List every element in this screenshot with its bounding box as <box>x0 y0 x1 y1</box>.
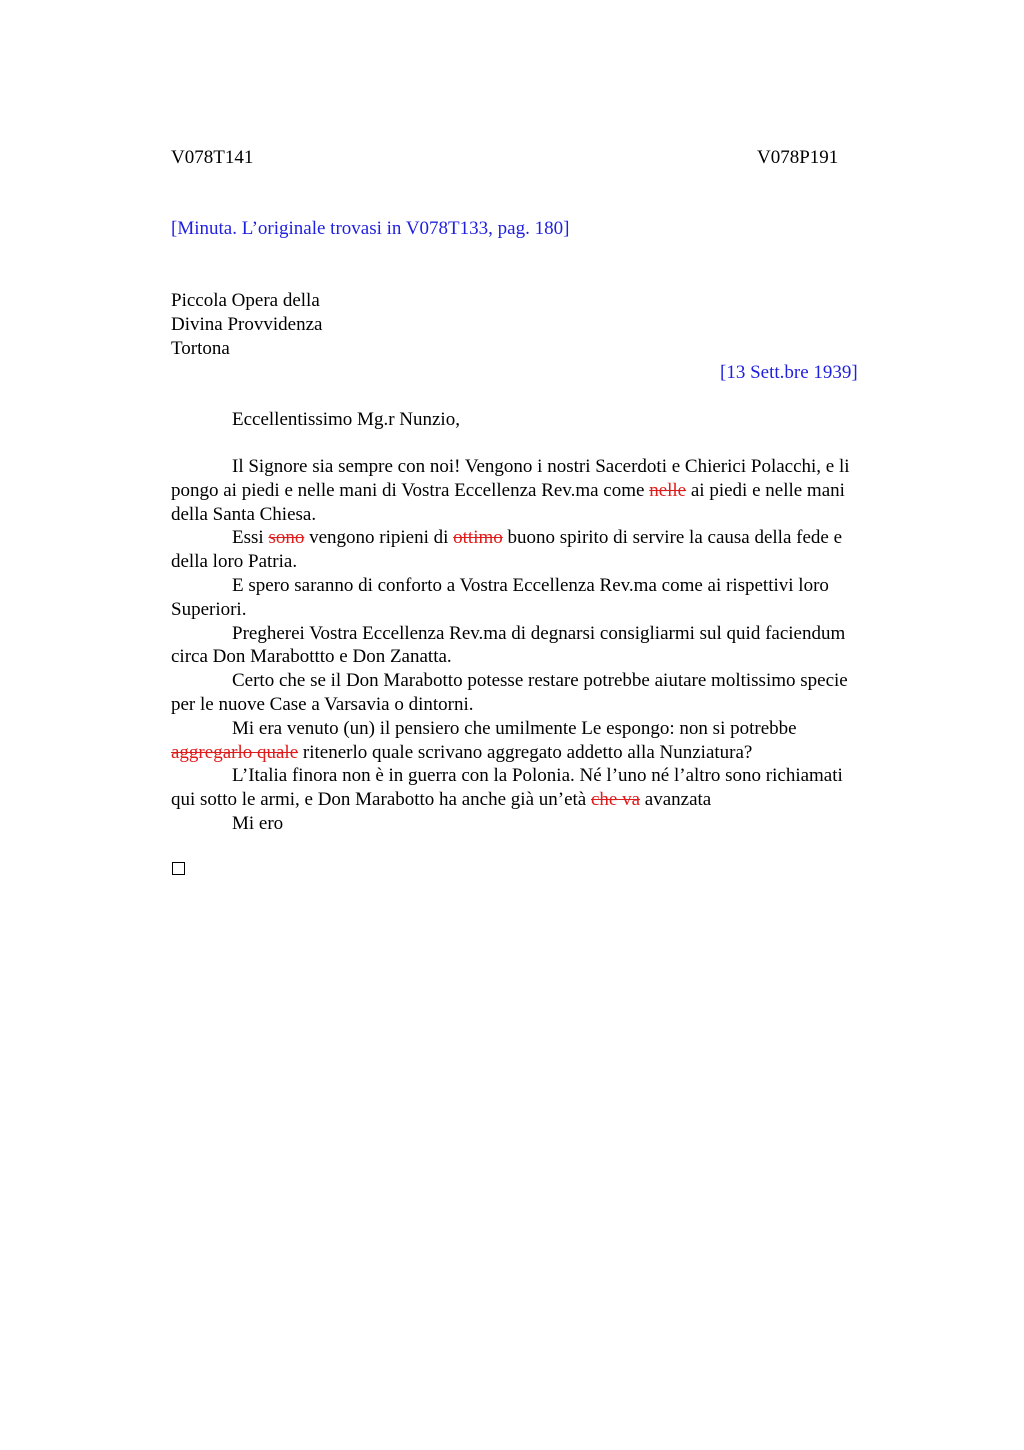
deleted-word: nelle <box>649 479 687 501</box>
paragraph-1-line-3: della Santa Chiesa. <box>171 503 317 525</box>
deleted-word: sono <box>268 527 305 549</box>
paragraph-2-part-a: Essi <box>232 527 269 549</box>
letter-date: [13 Sett.bre 1939] <box>720 362 858 383</box>
paragraph-4-line-1: Pregherei Vostra Eccellenza Rev.ma di degnarsi consigliarmi sul quid faciendum <box>232 622 846 644</box>
header-right-code: V078P191 <box>757 147 839 168</box>
paragraph-1 <box>171 455 916 479</box>
paragraph-5-line-2: per le nuove Case a Varsavia o dintorni. <box>171 693 474 715</box>
paragraph-7-end <box>171 788 916 812</box>
paragraph-1-cont <box>171 479 916 503</box>
paragraph-6-end <box>171 741 916 765</box>
checkbox-square-icon <box>172 862 185 875</box>
deleted-word: ottimo <box>453 527 503 549</box>
paragraph-3 <box>171 574 916 598</box>
paragraph-3-line-1: E spero saranno di conforto a Vostra Eccellenza Rev.ma come ai rispettivi loro <box>232 574 829 596</box>
deleted-phrase: che va <box>590 789 641 811</box>
paragraph-5-line-1: Certo che se il Don Marabotto potesse restare potrebbe aiutare moltissimo specie <box>232 670 848 692</box>
sender-line-1: Piccola Opera della <box>171 290 320 311</box>
paragraph-6-line-2: ritenerlo quale scrivano aggregato addetto alla Nunziatura? <box>298 741 753 763</box>
paragraph-2-end <box>171 550 916 574</box>
paragraph-2-line-2: della loro Patria. <box>171 551 298 573</box>
header-left-code: V078T141 <box>171 147 254 168</box>
paragraph-8 <box>171 812 916 836</box>
paragraph-5 <box>171 669 916 693</box>
paragraph-7-line-2a: qui sotto le armi, e Don Marabotto ha anche già un’età <box>171 789 591 811</box>
paragraph-2 <box>171 526 916 550</box>
paragraph-4-line-2: circa Don Marabottto e Don Zanatta. <box>171 646 452 668</box>
sender-line-3: Tortona <box>171 338 230 359</box>
letter-body <box>171 455 916 836</box>
paragraph-4-end <box>171 645 916 669</box>
paragraph-7 <box>171 764 916 788</box>
deleted-phrase: aggregarlo quale <box>171 741 299 763</box>
paragraph-3-end <box>171 598 916 622</box>
paragraph-1-end <box>171 503 916 527</box>
paragraph-2-part-c: buono spirito di servire la causa della fede e <box>502 527 843 549</box>
paragraph-5-end <box>171 693 916 717</box>
paragraph-1-line-1: Il Signore sia sempre con noi! Vengono i nostri Sacerdoti e Chierici Polacchi, e li <box>232 456 850 477</box>
paragraph-7-line-2b: avanzata <box>640 789 712 811</box>
paragraph-1-line-2a: pongo ai piedi e nelle mani di Vostra Eccellenza Rev.ma come <box>171 479 650 501</box>
sender-line-2: Divina Provvidenza <box>171 314 323 335</box>
paragraph-4 <box>171 622 916 646</box>
paragraph-1-line-2b: ai piedi e nelle mani <box>686 479 845 501</box>
paragraph-3-line-2: Superiori. <box>171 598 247 620</box>
paragraph-6 <box>171 717 916 741</box>
paragraph-8-line-1: Mi ero <box>232 812 284 834</box>
editorial-note: [Minuta. L’originale trovasi in V078T133, pag. 180] <box>171 218 570 239</box>
paragraph-7-line-1: L’Italia finora non è in guerra con la Polonia. Né l’uno né l’altro sono richiamati <box>232 765 843 787</box>
paragraph-2-part-b: vengono ripieni di <box>304 527 454 549</box>
salutation: Eccellentissimo Mg.r Nunzio, <box>232 409 460 430</box>
paragraph-6-line-1: Mi era venuto (un) il pensiero che umilmente Le espongo: non si potrebbe <box>232 717 797 739</box>
